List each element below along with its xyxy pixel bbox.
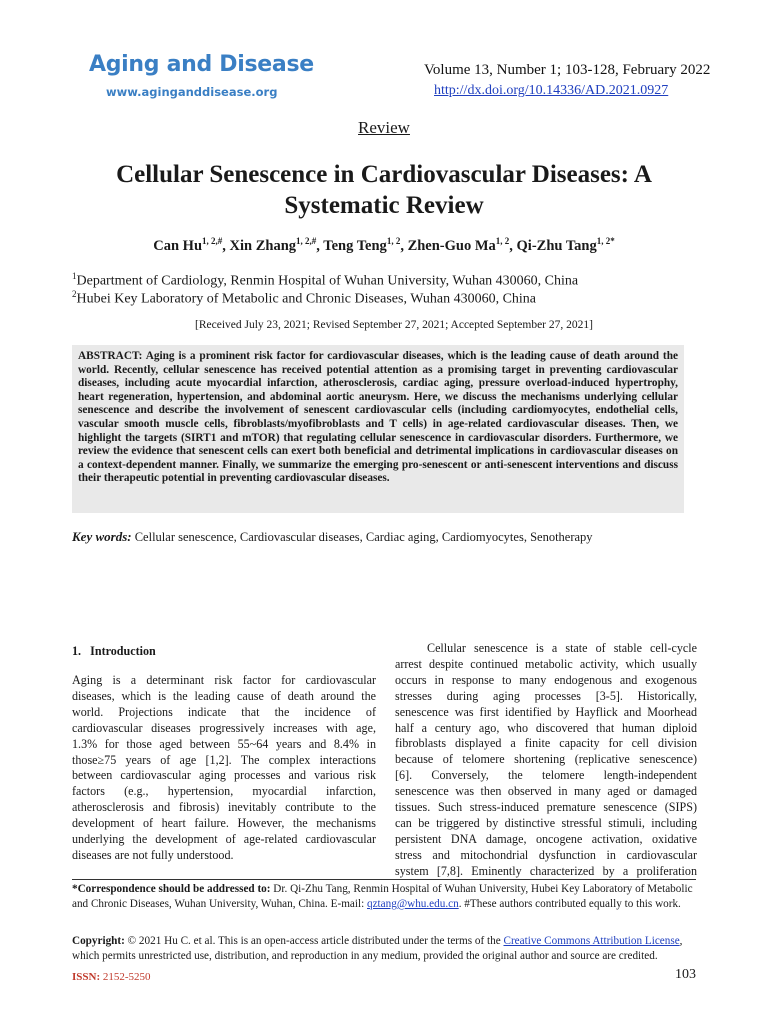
text-line: arrest despite continued metabolic activity, which usually — [395, 656, 697, 671]
affiliation-text: Hubei Key Laboratory of Metabolic and Chronic Diseases, Wuhan 430060, China — [76, 291, 537, 307]
text-line: world. Projections indicate that the incidence of — [72, 704, 376, 719]
text-line: can be triggered by distinctive stressful stimuli, including — [395, 815, 697, 830]
affiliation-2 — [72, 289, 536, 308]
volume-info: Volume 13, Number 1; 103-128, February 2022 — [424, 62, 711, 78]
author-name: Qi-Zhu Tang — [516, 237, 597, 254]
author-affiliation-mark: 1, 2 — [495, 236, 510, 246]
affiliation-text: Department of Cardiology, Renmin Hospital of Wuhan University, Wuhan 430060, China — [76, 273, 579, 289]
author-name: Xin Zhang — [229, 237, 297, 254]
text-line: occurs in response to many endogenous and exogenous — [395, 672, 697, 687]
copyright-text: © 2021 Hu C. et al. This is an open-access article distributed under the terms of the — [127, 935, 501, 947]
text-line: senescence was then observed in many aged or damaged — [395, 784, 697, 799]
section-heading: 1. Introduction — [72, 644, 156, 658]
copyright-note — [72, 934, 696, 964]
author-affiliation-mark: 1, 2,# — [202, 236, 223, 246]
text-line: Cellular senescence is a state of stable cell-cycle — [427, 641, 697, 655]
email-link[interactable]: qztang@whu.edu.cn — [367, 898, 459, 910]
text-line: tissues. Such stress-induced premature senescence (SIPS) — [395, 800, 697, 815]
text-line: factors (e.g., hypertension, myocardial infarction, — [72, 784, 376, 799]
article-title: Cellular Senescence in Cardiovascular Diseases: A Systematic Review — [116, 161, 652, 219]
issn-label: ISSN: — [72, 971, 101, 983]
text-line: Aging is a determinant risk factor for cardiovascular — [72, 673, 376, 687]
keywords — [72, 529, 593, 545]
author-name: Teng Teng — [323, 237, 387, 254]
text-line: diseases, which is the leading cause of death around the — [72, 688, 376, 703]
affiliation-1 — [72, 271, 578, 290]
abstract-box: ABSTRACT: Aging is a prominent risk factor for cardiovascular diseases, which is the leading cause of death around the world. Recently, cellular senescence has received potential attention as a promising target in preventing cardiovascular diseases, including acute myocardial infarction, atherosclerosis, cardiac aging, pressure overload-induced hypertrophy, heart regeneration, hypertension, and abdominal aortic aneurysm. Here, we discuss the mechanisms underlying cellular senescence and describe the involvement of senescent cardiovascular cells (including cardiomyocytes, endothelial cells, vascular smooth muscle cells, fibroblasts/myofibroblasts and T cells) in age-related cardiovascular diseases. Then, we highlight the targets (SIRT1 and mTOR) that regulating cellular senescence in cardiovascular disorders. Furthermore, we review the evidence that senescent cells can exert both beneficial and detrimental implications in cardiovascular diseases on a context-dependent manner. Finally, we summarize the emerging pro-senescent or anti-senescent interventions and discuss their therapeutic potential in preventing cardiovascular diseases. — [72, 345, 684, 513]
text-line: fibroblasts displayed a finite capacity for cell division — [395, 736, 697, 751]
received-dates: [Received July 23, 2021; Revised September 27, 2021; Accepted September 27, 2021] — [195, 319, 593, 331]
affiliation-number: 2 — [72, 289, 77, 299]
text-line: persistent DNA damage, oncogene activation, oxidative — [395, 831, 697, 846]
text-line: system [7,8]. Eminently characterized by a proliferation — [395, 863, 697, 878]
text-line: diseases are not fully understood. — [72, 847, 234, 862]
text-line: atherosclerosis and fibrosis) inevitably contribute to the — [72, 800, 376, 815]
article-type: Review — [358, 118, 410, 137]
doi-link[interactable]: http://dx.doi.org/10.14336/AD.2021.0927 — [434, 83, 669, 98]
keywords-text: Cellular senescence, Cardiovascular diseases, Cardiac aging, Cardiomyocytes, Senotherapy — [134, 530, 593, 544]
journal-name: Aging and Disease — [89, 52, 314, 77]
text-line: [6]. Conversely, the telomere length-independent — [395, 768, 697, 783]
page-number: 103 — [675, 967, 696, 982]
footnote-divider — [72, 879, 696, 880]
correspondence-label: *Correspondence should be addressed to: — [72, 883, 271, 895]
journal-website[interactable]: www.aginganddisease.org — [106, 85, 278, 99]
contribution-note: . #These authors contributed equally to this work. — [458, 898, 681, 910]
correspondence-note — [72, 882, 696, 912]
text-line: underlying the development of age-related cardiovascular — [72, 832, 376, 847]
intro-left-column — [72, 673, 376, 864]
keywords-label: Key words: — [72, 529, 132, 544]
correspondence-text: Dr. Qi-Zhu Tang, Renmin Hospital of Wuhan University, Hubei Key Laboratory of Metabolic and Chronic Diseases, Wuhan University, Wuhan, China. E-mail: — [72, 883, 693, 910]
text-line: because of telomere shortening (replicative senescence) — [395, 752, 697, 767]
license-link[interactable]: Creative Commons Attribution License — [503, 935, 680, 947]
affiliation-number: 1 — [72, 271, 77, 281]
author-name: Zhen-Guo Ma — [407, 237, 496, 254]
text-line: stress and mitochondrial dysfunction in cardiovascular — [395, 847, 697, 862]
text-line: 1.3% for those aged between 55~64 years and 8.4% in — [72, 736, 376, 751]
author-list: Can $Hu^{1, 2,\#}$, Xin Zhang$^{1, 2,\#}$, Teng Teng$^{1, 2}$, Zhen-Guo Ma$^{1, 2}$, Qi-Zhu Tang$^{1, 2*}$ — [153, 236, 615, 254]
text-line: half a century ago, who discovered that human diploid — [395, 720, 697, 735]
copyright-text-2: , which permits unrestricted use, distribution, and reproduction in any medium, provided the original author and source are credited. — [72, 935, 683, 962]
text-line: between cardiovascular aging processes and various risk — [72, 768, 376, 783]
issn — [72, 971, 151, 983]
copyright-label: Copyright: — [72, 935, 125, 947]
issn-value: 2152-5250 — [102, 971, 151, 983]
text-line: senescence was first identified by Hayflick and Moorhead — [395, 704, 697, 719]
text-line: cardiovascular diseases progressively increases with age, — [72, 720, 376, 735]
text-line: stresses during aging processes [3-5]. Historically, — [395, 688, 697, 703]
text-line: development of heart failure. However, the mechanisms — [72, 816, 376, 831]
author-affiliation-mark: 1, 2 — [386, 236, 401, 246]
intro-right-column — [395, 641, 697, 880]
author-affiliation-mark: 1, 2* — [596, 236, 615, 246]
text-line: those≥75 years of age [1,2]. The complex interactions — [72, 752, 376, 767]
author-name: Can Hu — [153, 237, 203, 254]
author-affiliation-mark: 1, 2,# — [296, 236, 317, 246]
